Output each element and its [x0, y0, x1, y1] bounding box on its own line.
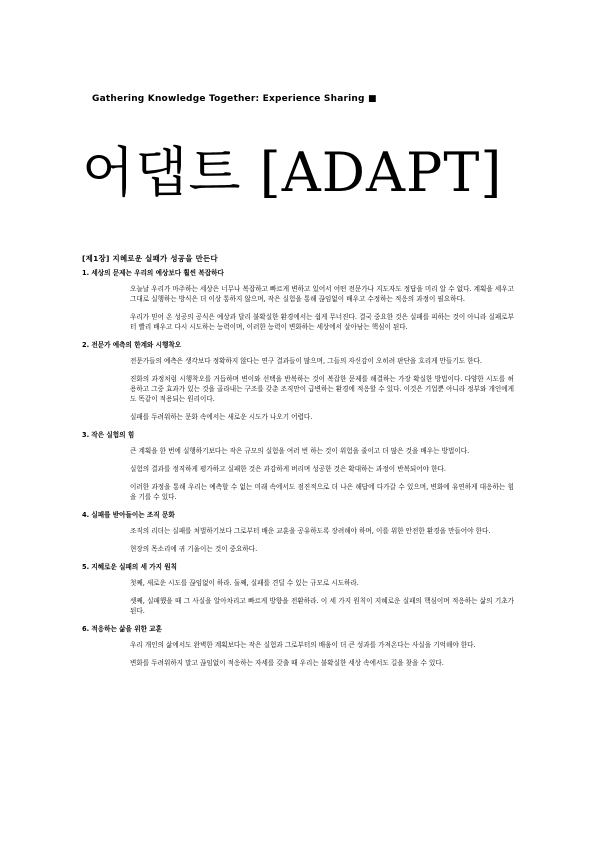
section-title: [제1장] 지혜로운 실패가 성공을 만든다	[82, 254, 218, 263]
document-title: 어댑트 [ADAPT]	[82, 141, 503, 204]
section-heading: 1. 세상의 문제는 우리의 예상보다 훨씬 복잡하다	[82, 269, 224, 277]
header-line: Gathering Knowledge Together: Experience Sharing ■	[92, 94, 377, 104]
body-paragraph: 이러한 과정을 통해 우리는 예측할 수 없는 미래 속에서도 점진적으로 더 나은 해답에 다가갈 수 있으며, 변화에 유연하게 대응하는 힘을 기를 수 있다.	[130, 483, 514, 501]
document-body	[82, 254, 514, 676]
section-heading: 5. 지혜로운 실패의 세 가지 원칙	[82, 563, 178, 571]
body-paragraph: 큰 계획을 한 번에 실행하기보다는 작은 규모의 실험을 여러 번 하는 것이 위험을 줄이고 더 많은 것을 배우는 방법이다.	[130, 447, 470, 455]
section-heading: 4. 실패를 받아들이는 조직 문화	[82, 511, 175, 519]
body-paragraph: 첫째, 새로운 시도를 끊임없이 하라. 둘째, 실패를 견딜 수 있는 규모로 시도하라.	[130, 579, 359, 587]
body-paragraph: 셋째, 실패했을 때 그 사실을 알아차리고 빠르게 방향을 전환하라. 이 세 가지 원칙이 지혜로운 실패의 핵심이며 적응하는 삶의 기초가 된다.	[130, 597, 514, 615]
section-heading: 2. 전문가 예측의 한계와 시행착오	[82, 341, 182, 349]
body-paragraph: 전문가들의 예측은 생각보다 정확하지 않다는 연구 결과들이 많으며, 그들의 자신감이 오히려 판단을 흐리게 만들기도 한다.	[130, 357, 483, 365]
body-paragraph: 실패를 두려워하는 문화 속에서는 새로운 시도가 나오기 어렵다.	[130, 413, 313, 421]
body-paragraph: 우리 개인의 삶에서도 완벽한 계획보다는 작은 실험과 그로부터의 배움이 더 큰 성과를 가져온다는 사실을 기억해야 한다.	[130, 641, 476, 649]
body-paragraph: 오늘날 우리가 마주하는 세상은 너무나 복잡하고 빠르게 변하고 있어서 어떤 전문가나 지도자도 정답을 미리 알 수 없다. 계획을 세우고 그대로 실행하는 방식은 더 이상 통하지 않으며, 작은 실험을 통해 끊임없이 배우고 수정하는 적응의 과정이 필요하다.	[130, 285, 514, 303]
body-paragraph: 진화의 과정처럼 시행착오를 거듭하며 변이와 선택을 반복하는 것이 복잡한 문제를 해결하는 가장 확실한 방법이다. 다양한 시도를 허용하고 그중 효과가 있는 것을 골라내는 구조를 갖춘 조직만이 급변하는 환경에 적응할 수 있다. 이것은 기업뿐 아니라 정부와 개인에게도 똑같이 적용되는 원리이다.	[130, 375, 514, 403]
body-paragraph: 조직의 리더는 실패를 처벌하기보다 그로부터 배운 교훈을 공유하도록 장려해야 하며, 이를 위한 안전한 환경을 만들어야 한다.	[130, 527, 491, 535]
section-heading: 6. 적응하는 삶을 위한 교훈	[82, 625, 162, 633]
body-paragraph: 우리가 믿어 온 성공의 공식은 예상과 달리 불확실한 환경에서는 쉽게 무너진다. 결국 중요한 것은 실패를 피하는 것이 아니라 실패로부터 빨리 배우고 다시 시도하는 능력이며, 이러한 능력이 변화하는 세상에서 살아남는 핵심이 된다.	[130, 313, 514, 331]
body-paragraph: 변화를 두려워하지 말고 끊임없이 적응하는 자세를 갖출 때 우리는 불확실한 세상 속에서도 길을 찾을 수 있다.	[130, 659, 444, 667]
body-paragraph: 실험의 결과를 정직하게 평가하고 실패한 것은 과감하게 버리며 성공한 것은 확대하는 과정이 반복되어야 한다.	[130, 465, 446, 473]
body-paragraph: 현장의 목소리에 귀 기울이는 것이 중요하다.	[130, 545, 258, 553]
section-heading: 3. 작은 실험의 힘	[82, 431, 135, 439]
